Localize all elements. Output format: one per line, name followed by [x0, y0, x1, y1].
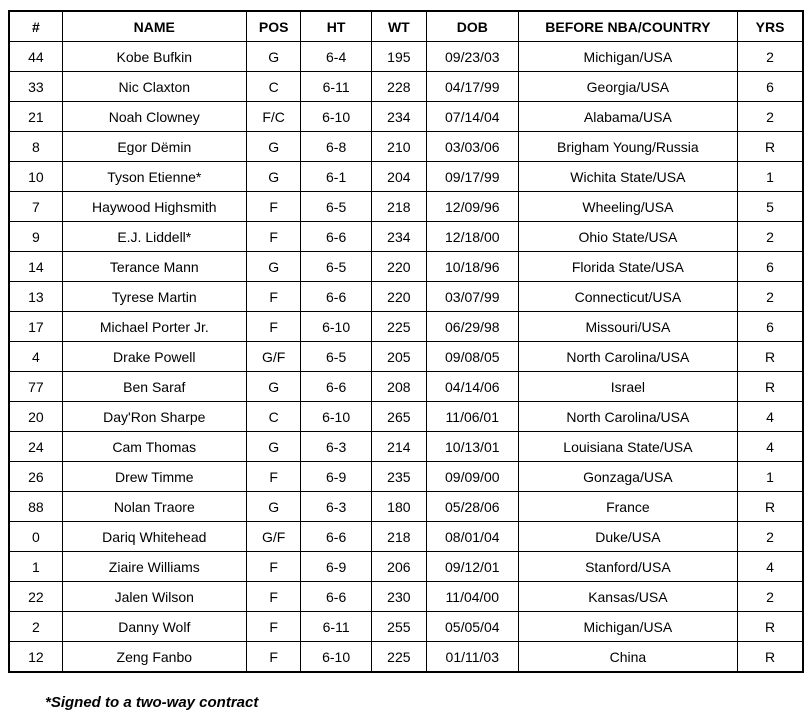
- cell-ht: 6-10: [301, 312, 371, 342]
- table-row: [9, 162, 803, 192]
- cell-wt: 206: [371, 552, 426, 582]
- cell-dob: 09/17/99: [426, 162, 518, 192]
- cell-ht: 6-5: [301, 252, 371, 282]
- cell-name: Nic Claxton: [62, 72, 246, 102]
- cell-yrs: 4: [738, 432, 803, 462]
- cell-wt: 228: [371, 72, 426, 102]
- cell-yrs: 2: [738, 522, 803, 552]
- cell-ht: 6-11: [301, 72, 371, 102]
- cell-number: 8: [9, 132, 62, 162]
- table-row: [9, 522, 803, 552]
- cell-pos: F: [246, 312, 301, 342]
- cell-pos: F: [246, 642, 301, 673]
- cell-pos: F/C: [246, 102, 301, 132]
- cell-yrs: 4: [738, 402, 803, 432]
- column-header-pos: POS: [246, 11, 301, 42]
- cell-before-nba-country: Wheeling/USA: [518, 192, 738, 222]
- cell-name: Terance Mann: [62, 252, 246, 282]
- cell-name: Jalen Wilson: [62, 582, 246, 612]
- cell-before-nba-country: Georgia/USA: [518, 72, 738, 102]
- cell-ht: 6-1: [301, 162, 371, 192]
- cell-wt: 265: [371, 402, 426, 432]
- cell-ht: 6-11: [301, 612, 371, 642]
- cell-yrs: R: [738, 642, 803, 673]
- cell-before-nba-country: Michigan/USA: [518, 612, 738, 642]
- cell-name: Michael Porter Jr.: [62, 312, 246, 342]
- table-header: [9, 11, 803, 42]
- cell-pos: F: [246, 582, 301, 612]
- table-body: [9, 42, 803, 673]
- cell-number: 22: [9, 582, 62, 612]
- cell-ht: 6-4: [301, 42, 371, 72]
- cell-before-nba-country: Alabama/USA: [518, 102, 738, 132]
- cell-ht: 6-6: [301, 522, 371, 552]
- cell-before-nba-country: Missouri/USA: [518, 312, 738, 342]
- cell-yrs: 1: [738, 462, 803, 492]
- cell-wt: 235: [371, 462, 426, 492]
- cell-pos: G: [246, 432, 301, 462]
- cell-dob: 10/18/96: [426, 252, 518, 282]
- cell-before-nba-country: Stanford/USA: [518, 552, 738, 582]
- cell-name: Noah Clowney: [62, 102, 246, 132]
- cell-yrs: 2: [738, 102, 803, 132]
- cell-before-nba-country: Michigan/USA: [518, 42, 738, 72]
- cell-pos: C: [246, 72, 301, 102]
- cell-dob: 08/01/04: [426, 522, 518, 552]
- cell-pos: F: [246, 612, 301, 642]
- cell-dob: 07/14/04: [426, 102, 518, 132]
- cell-pos: F: [246, 282, 301, 312]
- cell-before-nba-country: China: [518, 642, 738, 673]
- cell-wt: 208: [371, 372, 426, 402]
- cell-name: Kobe Bufkin: [62, 42, 246, 72]
- cell-number: 4: [9, 342, 62, 372]
- cell-number: 13: [9, 282, 62, 312]
- table-row: [9, 462, 803, 492]
- cell-ht: 6-6: [301, 282, 371, 312]
- column-header-dob: DOB: [426, 11, 518, 42]
- cell-dob: 12/09/96: [426, 192, 518, 222]
- cell-ht: 6-3: [301, 492, 371, 522]
- cell-before-nba-country: Duke/USA: [518, 522, 738, 552]
- cell-dob: 03/03/06: [426, 132, 518, 162]
- cell-ht: 6-10: [301, 402, 371, 432]
- cell-before-nba-country: France: [518, 492, 738, 522]
- cell-number: 88: [9, 492, 62, 522]
- cell-number: 24: [9, 432, 62, 462]
- cell-dob: 05/05/04: [426, 612, 518, 642]
- cell-yrs: R: [738, 492, 803, 522]
- cell-wt: 218: [371, 192, 426, 222]
- cell-name: Tyson Etienne*: [62, 162, 246, 192]
- table-row: [9, 72, 803, 102]
- table-row: [9, 192, 803, 222]
- cell-ht: 6-6: [301, 372, 371, 402]
- cell-dob: 06/29/98: [426, 312, 518, 342]
- cell-ht: 6-9: [301, 462, 371, 492]
- cell-number: 77: [9, 372, 62, 402]
- cell-wt: 205: [371, 342, 426, 372]
- cell-number: 12: [9, 642, 62, 673]
- cell-pos: G/F: [246, 522, 301, 552]
- header-row: [9, 11, 803, 42]
- cell-wt: 210: [371, 132, 426, 162]
- cell-before-nba-country: Florida State/USA: [518, 252, 738, 282]
- cell-ht: 6-6: [301, 582, 371, 612]
- cell-ht: 6-3: [301, 432, 371, 462]
- cell-pos: F: [246, 192, 301, 222]
- two-way-contract-footnote: *Signed to a two-way contract: [45, 694, 259, 711]
- cell-pos: G: [246, 132, 301, 162]
- cell-wt: 220: [371, 282, 426, 312]
- cell-name: Haywood Highsmith: [62, 192, 246, 222]
- cell-name: Drew Timme: [62, 462, 246, 492]
- cell-wt: 230: [371, 582, 426, 612]
- cell-dob: 04/17/99: [426, 72, 518, 102]
- cell-ht: 6-5: [301, 192, 371, 222]
- table-row: [9, 342, 803, 372]
- table-row: [9, 282, 803, 312]
- cell-pos: G: [246, 42, 301, 72]
- cell-dob: 09/23/03: [426, 42, 518, 72]
- cell-name: Nolan Traore: [62, 492, 246, 522]
- cell-ht: 6-5: [301, 342, 371, 372]
- cell-number: 26: [9, 462, 62, 492]
- cell-before-nba-country: Kansas/USA: [518, 582, 738, 612]
- cell-dob: 01/11/03: [426, 642, 518, 673]
- cell-name: E.J. Liddell*: [62, 222, 246, 252]
- cell-pos: F: [246, 462, 301, 492]
- cell-number: 10: [9, 162, 62, 192]
- cell-dob: 09/09/00: [426, 462, 518, 492]
- cell-before-nba-country: Brigham Young/Russia: [518, 132, 738, 162]
- table-row: [9, 252, 803, 282]
- cell-pos: F: [246, 552, 301, 582]
- cell-wt: 255: [371, 612, 426, 642]
- cell-wt: 225: [371, 642, 426, 673]
- cell-dob: 10/13/01: [426, 432, 518, 462]
- cell-dob: 09/12/01: [426, 552, 518, 582]
- roster-table: [8, 10, 804, 673]
- table-row: [9, 432, 803, 462]
- cell-number: 44: [9, 42, 62, 72]
- cell-pos: C: [246, 402, 301, 432]
- cell-before-nba-country: North Carolina/USA: [518, 402, 738, 432]
- table-row: [9, 492, 803, 522]
- cell-number: 1: [9, 552, 62, 582]
- cell-wt: 234: [371, 222, 426, 252]
- cell-dob: 09/08/05: [426, 342, 518, 372]
- cell-pos: G: [246, 252, 301, 282]
- cell-ht: 6-10: [301, 642, 371, 673]
- table-row: [9, 102, 803, 132]
- cell-before-nba-country: Wichita State/USA: [518, 162, 738, 192]
- cell-number: 0: [9, 522, 62, 552]
- cell-dob: 11/04/00: [426, 582, 518, 612]
- cell-wt: 180: [371, 492, 426, 522]
- table-row: [9, 582, 803, 612]
- table-row: [9, 42, 803, 72]
- table-row: [9, 372, 803, 402]
- cell-number: 20: [9, 402, 62, 432]
- column-header-before-nba-country: BEFORE NBA/COUNTRY: [518, 11, 738, 42]
- cell-wt: 234: [371, 102, 426, 132]
- cell-number: 33: [9, 72, 62, 102]
- cell-pos: G: [246, 492, 301, 522]
- cell-yrs: 1: [738, 162, 803, 192]
- cell-yrs: 4: [738, 552, 803, 582]
- cell-before-nba-country: Louisiana State/USA: [518, 432, 738, 462]
- column-header-yrs: YRS: [738, 11, 803, 42]
- cell-name: Zeng Fanbo: [62, 642, 246, 673]
- cell-wt: 204: [371, 162, 426, 192]
- cell-before-nba-country: Gonzaga/USA: [518, 462, 738, 492]
- cell-wt: 225: [371, 312, 426, 342]
- cell-wt: 195: [371, 42, 426, 72]
- table-row: [9, 642, 803, 673]
- cell-yrs: 6: [738, 72, 803, 102]
- table-row: [9, 222, 803, 252]
- cell-dob: 05/28/06: [426, 492, 518, 522]
- cell-yrs: R: [738, 132, 803, 162]
- cell-yrs: R: [738, 342, 803, 372]
- cell-yrs: 2: [738, 282, 803, 312]
- cell-number: 17: [9, 312, 62, 342]
- cell-wt: 220: [371, 252, 426, 282]
- cell-name: Danny Wolf: [62, 612, 246, 642]
- cell-wt: 214: [371, 432, 426, 462]
- cell-before-nba-country: Israel: [518, 372, 738, 402]
- column-header-ht: HT: [301, 11, 371, 42]
- cell-number: 14: [9, 252, 62, 282]
- cell-pos: F: [246, 222, 301, 252]
- table-row: [9, 612, 803, 642]
- cell-dob: 04/14/06: [426, 372, 518, 402]
- cell-number: 21: [9, 102, 62, 132]
- cell-yrs: 2: [738, 222, 803, 252]
- cell-yrs: R: [738, 612, 803, 642]
- table-row: [9, 312, 803, 342]
- cell-yrs: 2: [738, 42, 803, 72]
- cell-number: 7: [9, 192, 62, 222]
- column-header-number: #: [9, 11, 62, 42]
- cell-name: Dariq Whitehead: [62, 522, 246, 552]
- cell-number: 9: [9, 222, 62, 252]
- cell-name: Ziaire Williams: [62, 552, 246, 582]
- cell-dob: 03/07/99: [426, 282, 518, 312]
- table-row: [9, 402, 803, 432]
- table-row: [9, 132, 803, 162]
- cell-number: 2: [9, 612, 62, 642]
- cell-before-nba-country: Ohio State/USA: [518, 222, 738, 252]
- cell-name: Day'Ron Sharpe: [62, 402, 246, 432]
- cell-yrs: 6: [738, 312, 803, 342]
- cell-pos: G: [246, 162, 301, 192]
- cell-ht: 6-10: [301, 102, 371, 132]
- column-header-wt: WT: [371, 11, 426, 42]
- cell-name: Ben Saraf: [62, 372, 246, 402]
- cell-name: Tyrese Martin: [62, 282, 246, 312]
- cell-name: Drake Powell: [62, 342, 246, 372]
- cell-dob: 12/18/00: [426, 222, 518, 252]
- cell-yrs: 6: [738, 252, 803, 282]
- cell-dob: 11/06/01: [426, 402, 518, 432]
- cell-ht: 6-6: [301, 222, 371, 252]
- cell-wt: 218: [371, 522, 426, 552]
- table-row: [9, 552, 803, 582]
- cell-yrs: R: [738, 372, 803, 402]
- cell-ht: 6-9: [301, 552, 371, 582]
- column-header-name: NAME: [62, 11, 246, 42]
- cell-before-nba-country: North Carolina/USA: [518, 342, 738, 372]
- cell-yrs: 5: [738, 192, 803, 222]
- cell-ht: 6-8: [301, 132, 371, 162]
- cell-before-nba-country: Connecticut/USA: [518, 282, 738, 312]
- cell-pos: G: [246, 372, 301, 402]
- cell-yrs: 2: [738, 582, 803, 612]
- cell-name: Egor Dëmin: [62, 132, 246, 162]
- cell-name: Cam Thomas: [62, 432, 246, 462]
- cell-pos: G/F: [246, 342, 301, 372]
